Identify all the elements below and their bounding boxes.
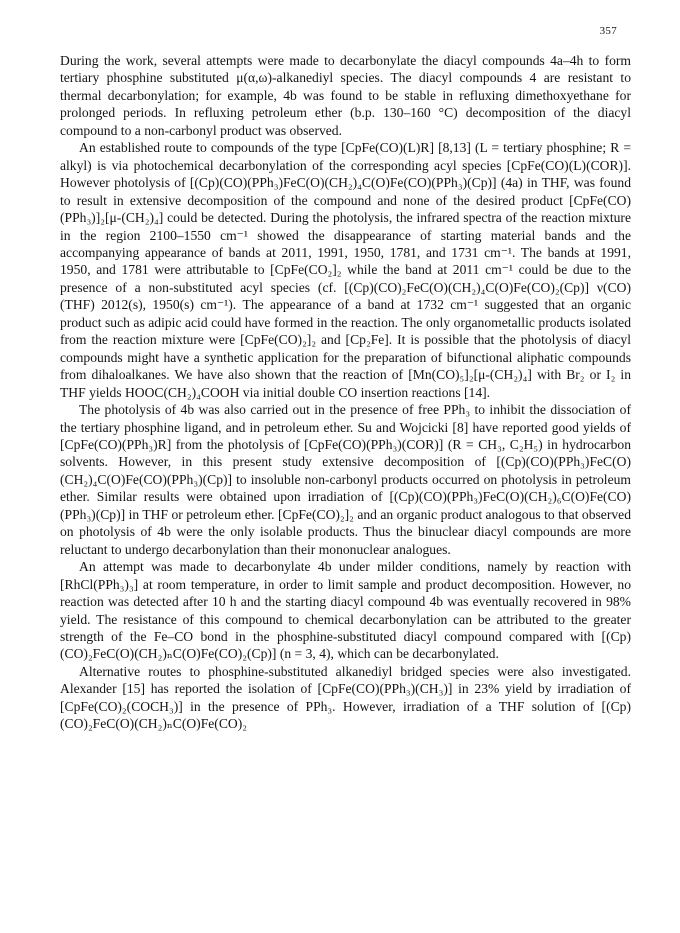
page-number: 357 (599, 25, 617, 37)
paragraph-5: Alternative routes to phosphine-substituted alkanediyl bridged species were also investigated. Alexander [15] has reported the isolation of [CpFe(CO)(PPh₃)(CH₃)] in 23% yield by irradiation of [CpFe(CO)₂(COCH₃)] in the presence of PPh₃. However, irradiation of a THF solution of [(Cp)(CO)₂FeC(O)(CH₂)ₙC(O)Fe(CO)₂ (60, 663, 631, 732)
body-text (60, 52, 631, 733)
paragraph-1: During the work, several attempts were made to decarbonylate the diacyl compounds 4a–4h to form tertiary phosphine substituted μ(α,ω)-alkanediyl species. The diacyl compounds 4 are resistant to thermal decarbonylation; for example, 4b was found to be stable in refluxing dimethoxyethane for prolonged periods. In refluxing petroleum ether (b.p. 130–160 °C) decomposition of the diacyl compound to a non-carbonyl product was observed. (60, 53, 631, 138)
paragraph-4: An attempt was made to decarbonylate 4b under milder conditions, namely by reaction with [RhCl(PPh₃)₃] at room temperature, in order to limit sample and product decomposition. However, no reaction was detected after 10 h and the starting diacyl compound 4b was eventually recovered in 98% yield. The resistance of this compound to chemical decarbonylation can be attributed to the greater strength of the Fe–CO bond in the phosphine-substituted diacyl compound compared with [(Cp)(CO)₂FeC(O)(CH₂)ₙC(O)Fe(CO)₂(Cp)] (n = 3, 4), which can be decarbonylated. (60, 559, 631, 662)
paragraph-2: An established route to compounds of the type [CpFe(CO)(L)R] [8,13] (L = tertiary phosphine; R = alkyl) is via photochemical decarbonylation of the corresponding acyl species [CpFe(CO)(L)(COR)]. However photolysis of [(Cp)(CO)(PPh₃)FeC(O)(CH₂)₄C(O)Fe(CO)(PPh₃)(Cp)] (4a) in THF, was found to result in extensive decomposition of the compound and none of the desired product [CpFe(CO)(PPh₃)]₂[μ-(CH₂)₄] could be detected. During the photolysis, the infrared spectra of the reaction mixture in the region 2100–1550 cm⁻¹ showed the disappearance of starting material bands and the accompanying appearance of bands at 2011, 1991, 1950, 1781, and 1731 cm⁻¹. The bands at 1991, 1950, and 1781 were attributable to [CpFe(CO₂]₂ while the band at 2011 cm⁻¹ could be due to the presence of a non-substituted acyl species (cf. [(Cp)(CO)₂FeC(O)(CH₂)₄C(O)Fe(CO)₂(Cp)] ν(CO) (THF) 2012(s), 1950(s) cm⁻¹). The appearance of a band at 1732 cm⁻¹ suggested that an organic product such as adipic acid could have formed in the reaction. The only organometallic products isolated from the reaction mixture were [CpFe(CO)₂]₂ and [Cp₂Fe]. It is possible that the photolysis of diacyl compounds might have a synthetic application for the preparation of bifunctional aliphatic compounds from dihaloalkanes. We have also shown that the reaction of [Mn(CO)₅]₂[μ-(CH₂)₄] with Br₂ or I₂ in THF yields HOOC(CH₂)₄COOH via initial double CO insertion reactions [14]. (60, 140, 631, 400)
paragraph-3: The photolysis of 4b was also carried out in the presence of free PPh₃ to inhibit the dissociation of the tertiary phosphine ligand, and in petroleum ether. Su and Wojcicki [8] have reported good yields of [CpFe(CO)(PPh₃)R] from the photolysis of [CpFe(CO)(PPh₃)(COR)] (R = CH₃, C₂H₅) in hydrocarbon solvents. However, in this present study extensive decomposition of [(Cp)(CO)(PPh₃)FeC(O)(CH₂)₄C(O)Fe(CO)(PPh₃)(Cp)] to insoluble non-carbonyl products occurred on photolysis in petroleum ether. Similar results were obtained upon irradiation of [(Cp)(CO)(PPh₃)FeC(O)(CH₂)₆C(O)Fe(CO)(PPh₃)(Cp)] in THF or petroleum ether. [CpFe(CO)₂]₂ and an organic product analogous to that observed on photolysis of 4b were the only isolable products. Thus the binuclear diacyl compounds are more reluctant to undergo decarbonylation than their mononuclear analogues. (60, 402, 631, 557)
